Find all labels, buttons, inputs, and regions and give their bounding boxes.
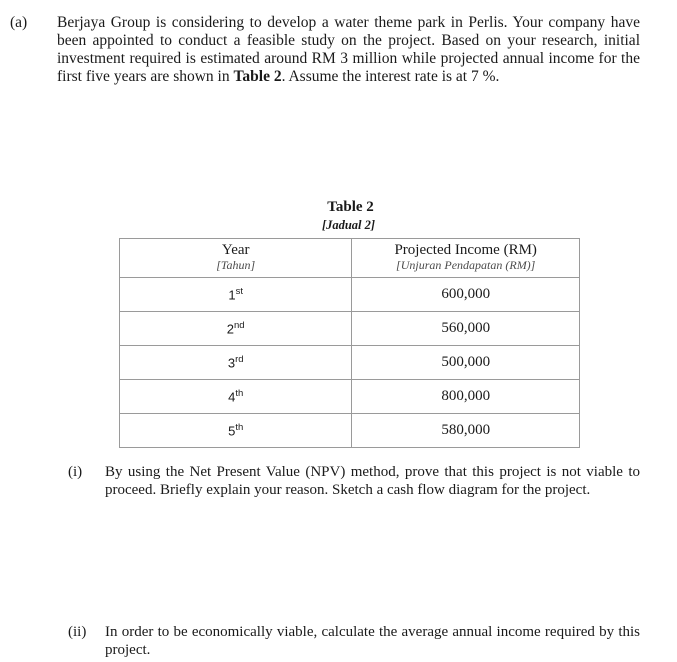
income-cell: 560,000 [352, 312, 580, 346]
table-caption: Table 2 [327, 199, 374, 215]
table-row [120, 380, 580, 414]
sub-question-label: (ii) [68, 624, 87, 640]
income-cell: 800,000 [352, 380, 580, 414]
sub-question-ii [68, 623, 640, 659]
question-intro [57, 14, 640, 86]
header-year-label: Year [221, 242, 250, 258]
income-table [119, 238, 580, 448]
year-number: 5 [228, 423, 236, 439]
year-number: 4 [228, 389, 236, 405]
sub-question-i [68, 463, 640, 499]
intro-text: Berjaya Group is considering to develop a water theme park in Perlis. Your company have been appointed to conduct a feasible study on the project. Based on your research, initial investment required is estimated around RM 3 million while projected annual income for the first five years are shown in [57, 14, 640, 85]
question-label: (a) [10, 14, 28, 31]
year-suffix: th [235, 422, 244, 434]
year-suffix: st [235, 286, 243, 298]
table-header-row [120, 239, 580, 278]
year-suffix: th [235, 388, 244, 400]
year-number: 3 [227, 355, 236, 371]
table-row [120, 312, 580, 346]
sub-question-text: By using the Net Present Value (NPV) method, prove that this project is not viable to proceed. Briefly explain your reason. Sketch a cash flow diagram for the project. [105, 464, 640, 498]
table-row [120, 346, 580, 380]
year-number: 2 [226, 321, 235, 337]
income-cell: 600,000 [352, 278, 580, 312]
header-income [352, 239, 580, 278]
header-income-translation: [Unjuran Pendapatan (RM)] [396, 258, 536, 272]
year-suffix: nd [234, 320, 245, 332]
year-cell [120, 346, 352, 380]
income-cell: 580,000 [352, 414, 580, 448]
sub-question-label: (i) [68, 464, 83, 480]
year-number: 1 [228, 287, 236, 303]
year-cell [120, 380, 352, 414]
table-reference: Table 2 [233, 68, 282, 85]
sub-question-text: In order to be economically viable, calculate the average annual income required by this project. [105, 624, 640, 658]
header-year-translation: [Tahun] [216, 258, 256, 272]
header-income-label: Projected Income (RM) [394, 242, 537, 258]
table-row [120, 278, 580, 312]
year-cell [120, 414, 352, 448]
table-caption-translation: [Jadual 2] [321, 218, 376, 232]
intro-text-end: . Assume the interest rate is at 7 %. [281, 68, 500, 85]
income-cell: 500,000 [352, 346, 580, 380]
header-year [120, 239, 352, 278]
table-row [120, 414, 580, 448]
year-cell [120, 312, 352, 346]
year-suffix: rd [235, 354, 244, 366]
year-cell [120, 278, 352, 312]
